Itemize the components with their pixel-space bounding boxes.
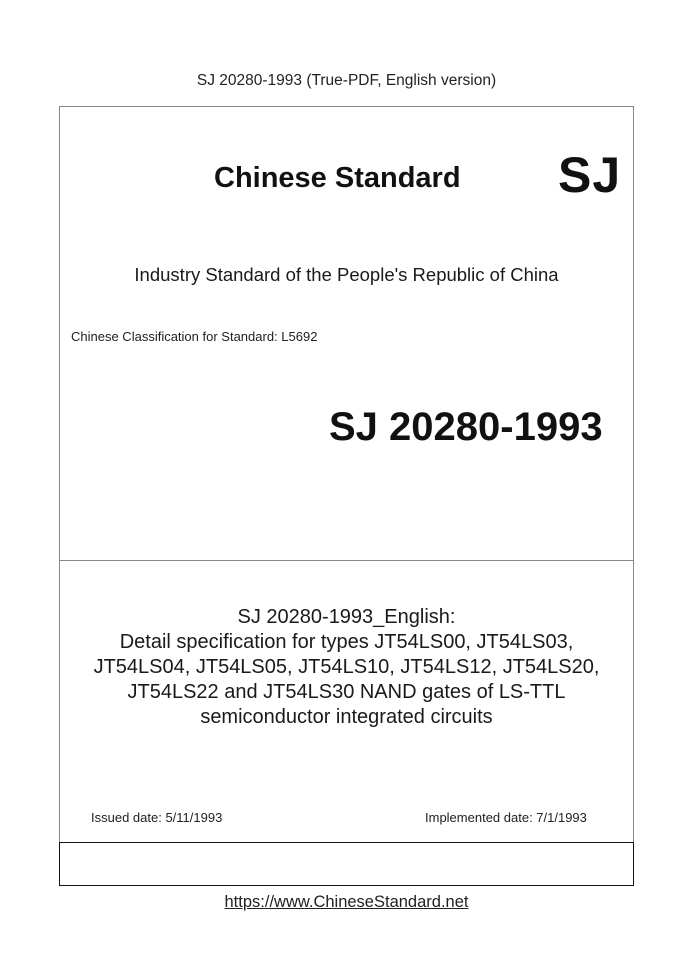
- description-line: JT54LS04, JT54LS05, JT54LS10, JT54LS12, JT54LS20,: [93, 656, 600, 678]
- cover-frame: [59, 106, 634, 886]
- footer-box: [59, 842, 634, 886]
- description-line: JT54LS22 and JT54LS30 NAND gates of LS-TTL: [127, 681, 566, 703]
- cover-title: Chinese Standard: [214, 162, 461, 194]
- description-line: semiconductor integrated circuits: [200, 706, 493, 728]
- standard-number: SJ 20280-1993: [329, 405, 603, 449]
- implemented-date: Implemented date: 7/1/1993: [425, 810, 587, 825]
- classification-text: Chinese Classification for Standard: L5692: [71, 329, 318, 344]
- description-line: Detail specification for types JT54LS00, JT54LS03,: [119, 631, 574, 653]
- document-header: SJ 20280-1993 (True-PDF, English version): [196, 72, 497, 89]
- website-link[interactable]: https://www.ChineseStandard.net: [224, 893, 469, 911]
- cover-subtitle: Industry Standard of the People's Republic of China: [134, 264, 559, 285]
- standard-logo: SJ: [558, 147, 622, 203]
- cover-divider: [59, 560, 634, 561]
- issued-date: Issued date: 5/11/1993: [91, 810, 223, 825]
- description-line: SJ 20280-1993_English:: [237, 606, 456, 628]
- standard-description: [70, 605, 623, 730]
